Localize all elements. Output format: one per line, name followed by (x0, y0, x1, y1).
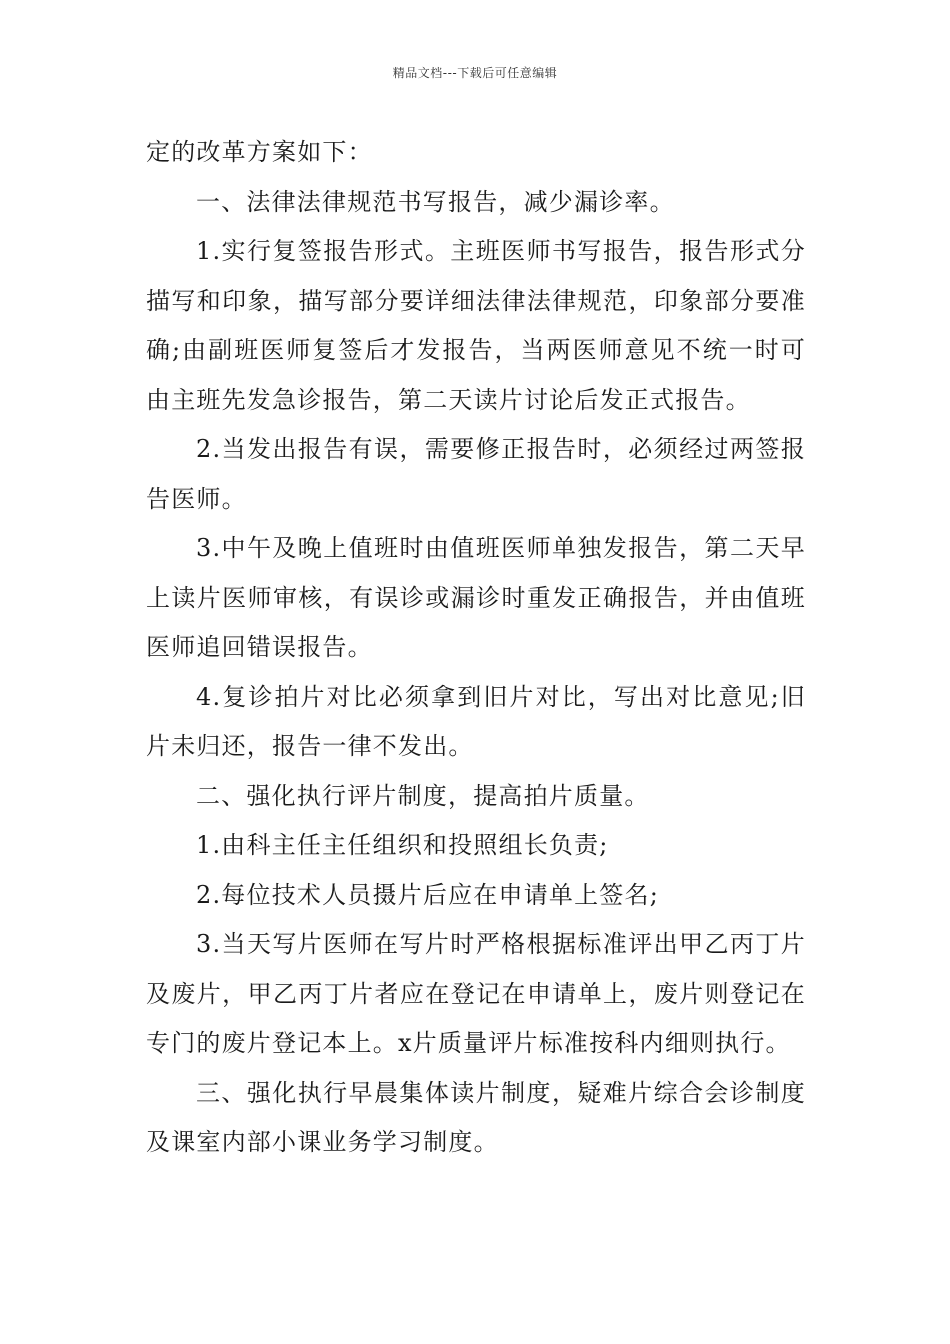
document-body (146, 128, 806, 1168)
paragraph-item-1-3: 3.中午及晚上值班时由值班医师单独发报告，第二天早上读片医师审核，有误诊或漏诊时重发正确报告，并由值班医师追回错误报告。 (146, 534, 806, 661)
paragraph-item-2-2: 2.每位技术人员摄片后应在申请单上签名; (196, 880, 659, 909)
paragraph-item-1-1: 1.实行复签报告形式。主班医师书写报告，报告形式分描写和印象，描写部分要详细法律法律规范，印象部分要准确;由副班医师复签后才发报告，当两医师意见不统一时可由主班先发急诊报告，第二天读片讨论后发正式报告。 (146, 237, 806, 414)
page-header: 精品文档---下载后可任意编辑 (392, 66, 558, 80)
paragraph-intro: 定的改革方案如下： (146, 138, 373, 166)
paragraph-section-2-heading: 二、强化执行评片制度，提高拍片质量。 (196, 781, 650, 810)
paragraph-item-1-2: 2.当发出报告有误，需要修正报告时，必须经过两签报告医师。 (146, 435, 806, 513)
paragraph-section-3-heading: 三、强化执行早晨集体读片制度，疑难片综合会诊制度及课室内部小课业务学习制度。 (146, 1078, 806, 1156)
paragraph-item-2-3: 3.当天写片医师在写片时严格根据标准评出甲乙丙丁片及废片，甲乙丙丁片者应在登记在申请单上，废片则登记在专门的废片登记本上。x片质量评片标准按科内细则执行。 (146, 930, 806, 1057)
paragraph-item-1-4: 4.复诊拍片对比必须拿到旧片对比，写出对比意见;旧片未归还，报告一律不发出。 (146, 682, 806, 760)
paragraph-item-2-1: 1.由科主任主任组织和投照组长负责; (196, 831, 609, 859)
paragraph-section-1-heading: 一、法律法律规范书写报告，减少漏诊率。 (196, 187, 675, 216)
